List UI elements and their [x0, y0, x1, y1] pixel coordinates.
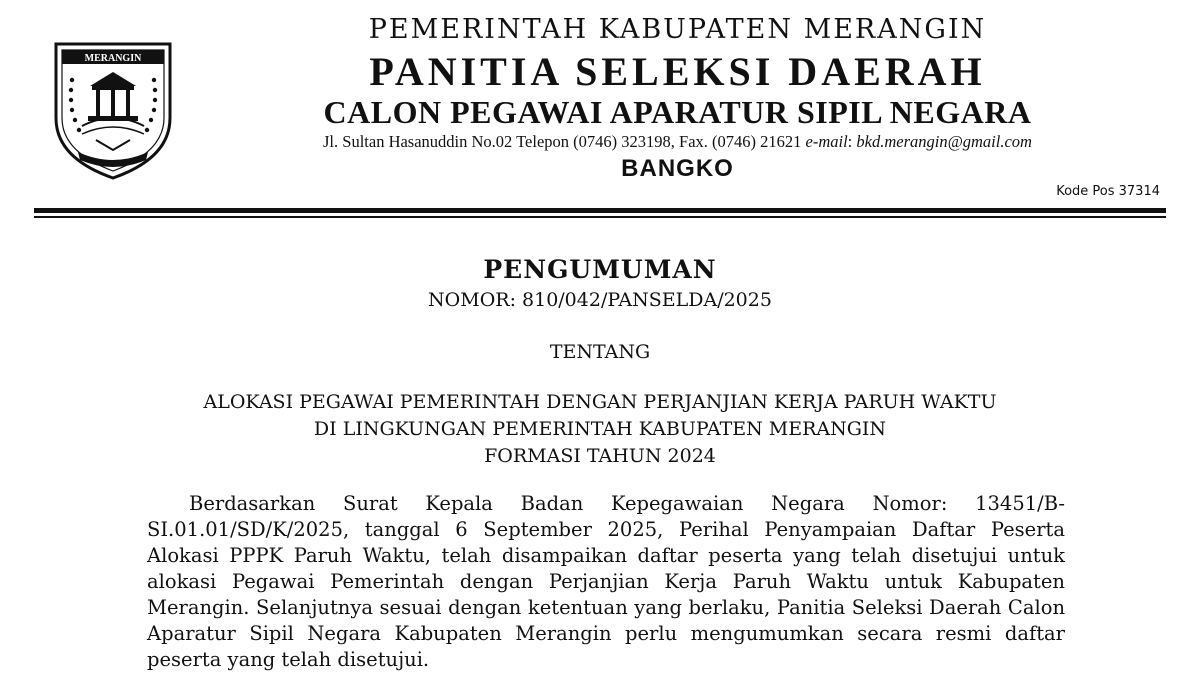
announcement-subject-line-2: DI LINGKUNGAN PEMERINTAH KABUPATEN MERANGIN	[313, 418, 887, 440]
letterhead-committee-subtitle: CALON PEGAWAI APARATUR SIPIL NEGARA	[323, 94, 1032, 130]
letterhead-committee-name: PANITIA SELEKSI DAERAH	[369, 49, 986, 94]
announcement-body-paragraph: Berdasarkan Surat Kepala Badan Kepegawaian Negara Nomor: 13451/B-SI.01.01/SD/K/2025, tanggal 6 September 2025, Perihal Penyampaian Daftar Peserta Alokasi PPPK Paruh Waktu, telah disampaikan daftar peserta yang telah disetujui untuk alokasi Pegawai Pemerintah dengan Perjanjian Kerja Paruh Waktu untuk Kabupaten Merangin. Selanjutnya sesuai dengan ketentuan yang berlaku, Panitia Seleksi Daerah Calon Aparatur Sipil Negara Kabupaten Merangin perlu mengumumkan secara resmi daftar peserta yang telah disetujui.	[147, 492, 1065, 671]
coat-of-arms-logo	[52, 40, 174, 182]
announcement-number: NOMOR: 810/042/PANSELDA/2025	[428, 289, 772, 311]
email-label: e-mail	[805, 132, 848, 151]
email-address: bkd.merangin@gmail.com	[856, 132, 1032, 151]
postal-code: Kode Pos 37314	[1056, 184, 1160, 199]
email-separator: :	[847, 132, 853, 151]
announcement-subject-line-3: FORMASI TAHUN 2024	[484, 445, 716, 467]
announcement-about-label: TENTANG	[549, 341, 651, 363]
letterhead-address	[210, 132, 1145, 152]
announcement-title: PENGUMUMAN	[483, 255, 717, 284]
announcement-subject-line-1: ALOKASI PEGAWAI PEMERINTAH DENGAN PERJANJIAN KERJA PARUH WAKTU	[203, 391, 997, 413]
logo-banner-text: MERANGIN	[84, 53, 142, 64]
letterhead-divider-thick	[34, 208, 1166, 213]
shield-emblem-icon	[52, 40, 174, 182]
letterhead-divider-thin	[34, 216, 1166, 218]
letterhead-city: BANGKO	[621, 155, 734, 182]
letterhead-government-name: PEMERINTAH KABUPATEN MERANGIN	[368, 14, 987, 45]
address-text: Jl. Sultan Hasanuddin No.02 Telepon (0746) 323198, Fax. (0746) 21621	[323, 132, 802, 151]
